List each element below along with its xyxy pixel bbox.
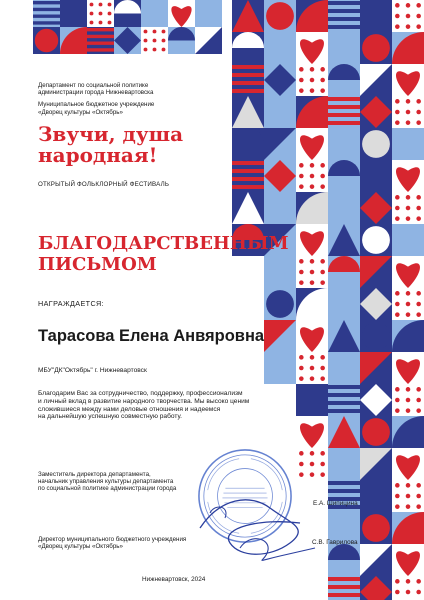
awarded-label: НАГРАЖДАЕТСЯ: xyxy=(38,299,105,308)
signatory1-line3: по социальной политике администрации города xyxy=(38,485,177,493)
festival-title-line2: народная! xyxy=(38,143,158,167)
signatory1-name: Е.А. Шипицина xyxy=(313,500,358,507)
institution-line2: «Дворец культуры «Октябрь» xyxy=(38,108,123,116)
signatory1-line2: начальник управления культуры департамента xyxy=(38,478,174,486)
thanks-text xyxy=(38,390,318,421)
signatory2-name: С.В. Гаврилова xyxy=(312,539,358,546)
department-line1: Департамент по социальной политике xyxy=(38,82,149,89)
festival-title-line1: Звучи, душа xyxy=(38,122,184,146)
festival-title xyxy=(38,124,228,166)
thanks-line3: сложившиеся между нами деловые отношения и надеемся xyxy=(38,405,221,413)
thanks-line1: Благодарим Вас за сотрудничество, поддержку, профессионализм xyxy=(38,390,243,397)
document-title xyxy=(38,233,338,275)
recipient-organization: МБУ"ДК"Октябрь" г. Нижневартовск xyxy=(38,367,147,374)
issuer-header xyxy=(38,82,218,116)
institution-line1: Муниципальное бюджетное учреждение xyxy=(38,101,155,109)
document-title-line1: БЛАГОДАРСТВЕННЫМ xyxy=(38,233,289,254)
signatory2-line1: Директор муниципального бюджетного учреждения xyxy=(38,536,187,543)
thanks-line2: и личный вклад в развитие народного творчества. Мы высоко ценим xyxy=(38,397,250,405)
recipient-name: Тарасова Елена Анвяровна xyxy=(38,327,265,345)
handwritten-signature xyxy=(190,488,330,568)
department-line2: администрации города Нижневартовска xyxy=(38,89,154,97)
document-title-line2: ПИСЬМОМ xyxy=(38,254,157,275)
city-year: Нижневартовск, 2024 xyxy=(142,576,206,583)
top-left-pattern xyxy=(28,0,228,55)
festival-subtitle: ОТКРЫТЫЙ ФОЛЬКЛОРНЫЙ ФЕСТИВАЛЬ xyxy=(38,181,170,188)
signatory1-line1: Заместитель директора департамента, xyxy=(38,471,151,478)
signatory2-line2: «Дворец культуры «Октябрь» xyxy=(38,543,123,551)
thanks-line4: на дальнейшую успешную совместную работу. xyxy=(38,413,182,421)
